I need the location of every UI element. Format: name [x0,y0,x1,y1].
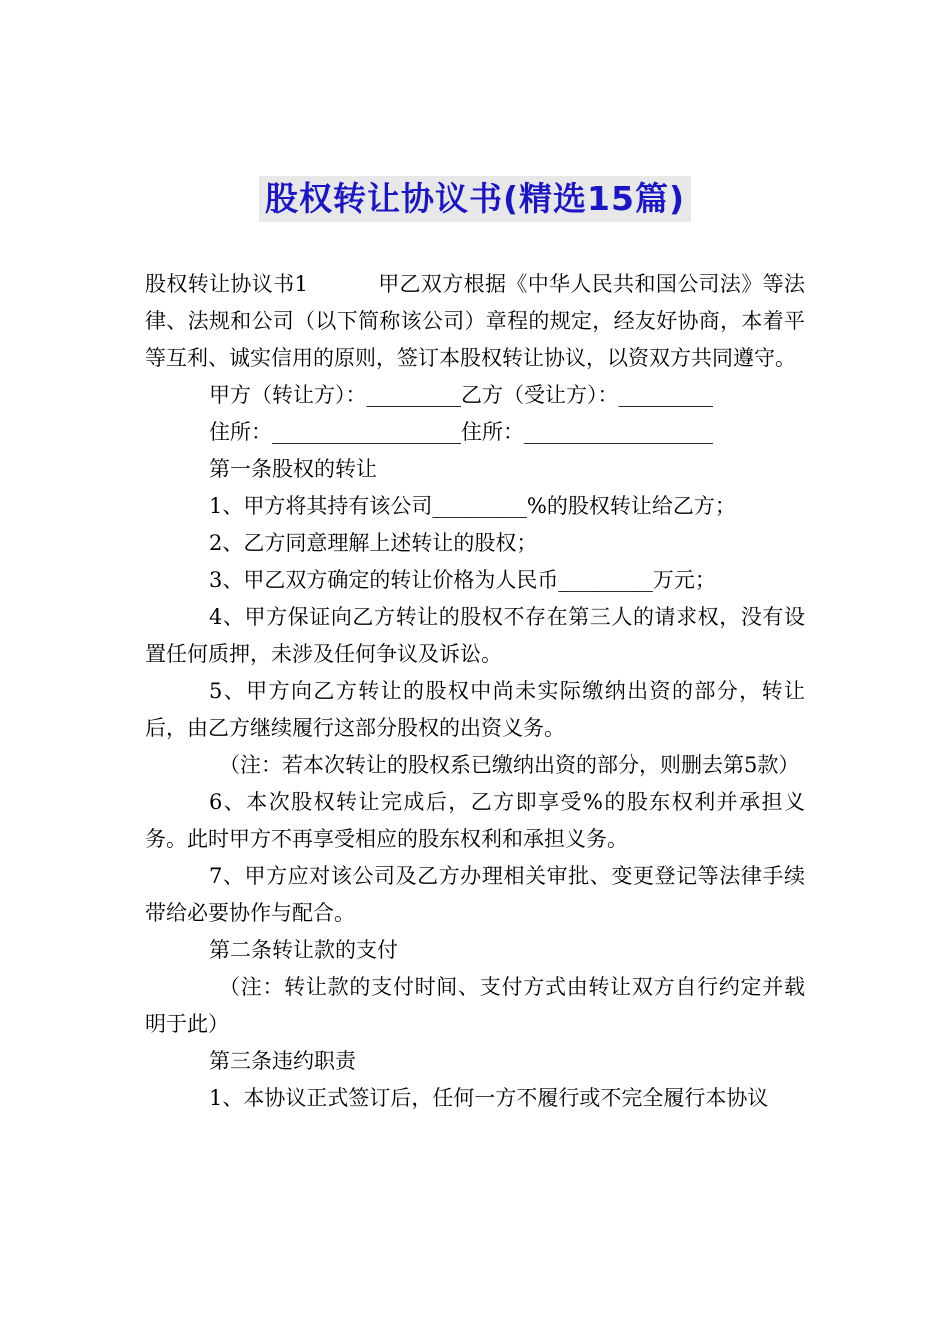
paragraph-parties: 甲方（转让方）：_________乙方（受让方）：_________ [209,383,713,407]
article-3-item-1: 1、本协议正式签订后，任何一方不履行或不完全履行本协议 [209,1086,769,1110]
article-2-note: （注：转让款的支付时间、支付方式由转让双方自行约定并载明于此） [145,975,805,1036]
article-1-heading: 第一条股权的转让 [209,457,377,481]
document-body [145,266,805,1117]
article-3-heading: 第三条违约职责 [209,1049,356,1073]
article-1-item-4: 4、甲方保证向乙方转让的股权不存在第三人的请求权，没有设置任何质押，未涉及任何争议及诉讼。 [145,605,805,666]
paragraph-intro: 股权转让协议书1 甲乙双方根据《中华人民共和国公司法》等法律、法规和公司（以下简称该公司）章程的规定，经友好协商，本着平等互利、诚实信用的原则，签订本股权转让协议，以资双方共同遵守。 [145,272,805,370]
document-title: 股权转让协议书(精选15篇) [259,176,691,222]
article-1-item-7: 7、甲方应对该公司及乙方办理相关审批、变更登记等法律手续带给必要协作与配合。 [145,864,805,925]
article-1-item-3: 3、甲乙双方确定的转让价格为人民币_________万元； [209,568,716,592]
article-1-item-1: 1、甲方将其持有该公司_________%的股权转让给乙方； [209,494,736,518]
article-1-item-2: 2、乙方同意理解上述转让的股权； [209,531,538,555]
paragraph-address: 住所：__________________住所：__________________ [209,420,713,444]
article-1-item-5: 5、甲方向乙方转让的股权中尚未实际缴纳出资的部分，转让后，由乙方继续履行这部分股权的出资义务。 [145,679,805,740]
article-1-item-6: 6、本次股权转让完成后，乙方即享受%的股东权利并承担义务。此时甲方不再享受相应的股东权利和承担义务。 [145,790,805,851]
article-1-note: （注：若本次转让的股权系已缴纳出资的部分，则删去第5款） [219,753,800,777]
article-2-heading: 第二条转让款的支付 [209,938,398,962]
title-block [0,176,950,222]
